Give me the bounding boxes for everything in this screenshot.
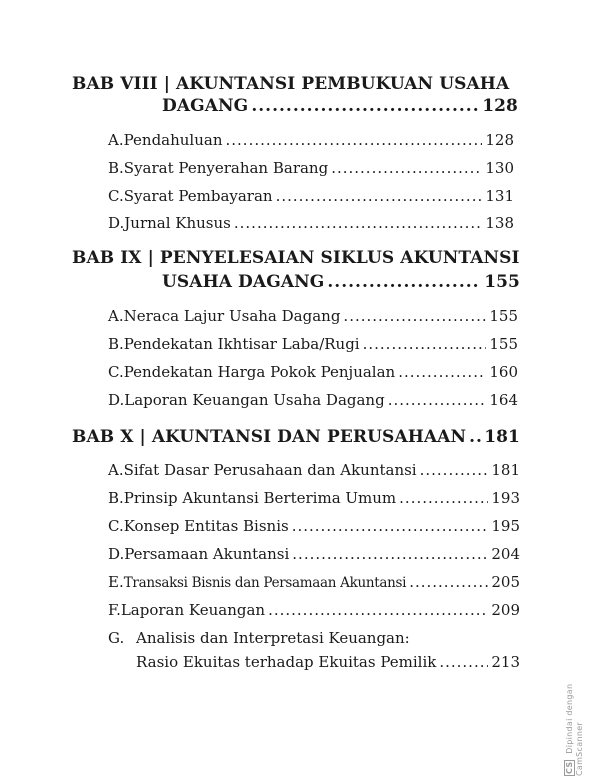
scanner-watermark <box>564 650 584 776</box>
entry-page: 181 <box>491 461 520 479</box>
entry-title: Syarat Penyerahan Barang <box>123 159 329 177</box>
toc-entry <box>108 461 520 479</box>
chapter-9-heading <box>72 248 520 268</box>
toc-entry <box>108 214 514 232</box>
entry-page: 205 <box>491 573 520 591</box>
toc-entry <box>108 391 518 409</box>
dot-leader <box>292 545 488 563</box>
entry-page: 160 <box>489 363 518 381</box>
dot-leader <box>343 307 486 325</box>
entry-title: Laporan Keuangan Usaha Dagang <box>124 391 385 409</box>
toc-entry <box>108 573 520 591</box>
entry-letter: D. <box>108 214 125 232</box>
entry-page: 155 <box>489 335 518 353</box>
toc-entry <box>108 601 520 619</box>
entry-title: Pendekatan Harga Pokok Penjualan <box>123 363 396 381</box>
toc-entry <box>108 159 514 177</box>
entry-title: Sifat Dasar Perusahaan dan Akuntansi <box>123 461 417 479</box>
entry-letter: B. <box>108 335 124 353</box>
dot-leader <box>398 363 486 381</box>
chapter-9-page: 155 <box>484 272 520 292</box>
dot-leader <box>226 131 483 149</box>
chapter-8-title: BAB VIII | AKUNTANSI PEMBUKUAN USAHA <box>72 74 510 94</box>
dot-leader <box>292 517 489 535</box>
toc-entry <box>108 517 520 535</box>
entry-title-cont: Rasio Ekuitas terhadap Ekuitas Pemilik <box>136 653 437 671</box>
entry-page: 213 <box>491 653 520 671</box>
chapter-9-title-cont: USAHA DAGANG <box>162 272 325 292</box>
entry-page: 130 <box>485 159 514 177</box>
entry-letter: B. <box>108 159 124 177</box>
dot-leader <box>268 601 488 619</box>
entry-page: 209 <box>491 601 520 619</box>
dot-leader <box>439 653 488 671</box>
dot-leader <box>251 96 479 116</box>
watermark-text: Dipindai dengan CamScanner <box>565 683 584 776</box>
entry-letter: B. <box>108 489 124 507</box>
entry-letter: C. <box>108 187 124 205</box>
entry-page: 131 <box>485 187 514 205</box>
entry-letter: A. <box>108 307 124 325</box>
dot-leader <box>331 159 482 177</box>
toc-entry <box>108 629 410 647</box>
entry-page: 164 <box>489 391 518 409</box>
entry-page: 195 <box>491 517 520 535</box>
entry-page: 138 <box>485 214 514 232</box>
chapter-8-heading <box>72 74 509 94</box>
entry-title: Jurnal Khusus <box>124 214 231 232</box>
camscanner-logo: CS <box>565 761 574 774</box>
dot-leader <box>469 427 481 447</box>
chapter-9-title: BAB IX | PENYELESAIAN SIKLUS AKUNTANSI <box>72 248 520 268</box>
toc-entry <box>108 545 520 563</box>
entry-letter: D. <box>108 391 125 409</box>
toc-entry <box>108 335 518 353</box>
entry-title: Persamaan Akuntansi <box>124 545 290 563</box>
entry-title: Konsep Entitas Bisnis <box>123 517 289 535</box>
entry-title: Pendekatan Ikhtisar Laba/Rugi <box>123 335 360 353</box>
dot-leader <box>327 272 481 292</box>
entry-title: Syarat Pembayaran <box>123 187 273 205</box>
dot-leader <box>420 461 489 479</box>
entry-title: Neraca Lajur Usaha Dagang <box>123 307 341 325</box>
toc-entry-cont <box>136 653 520 671</box>
entry-page: 128 <box>485 131 514 149</box>
dot-leader <box>276 187 483 205</box>
entry-letter: C. <box>108 517 124 535</box>
entry-title: Transaksi Bisnis dan Persamaan Akuntansi <box>123 575 407 591</box>
toc-entry <box>108 131 514 149</box>
entry-letter: D. <box>108 545 125 563</box>
entry-letter: A. <box>108 131 124 149</box>
dot-leader <box>234 214 482 232</box>
dot-leader <box>388 391 487 409</box>
entry-title: Prinsip Akuntansi Berterima Umum <box>123 489 397 507</box>
entry-letter: E. <box>108 573 124 591</box>
entry-title: Pendahuluan <box>123 131 223 149</box>
chapter-10-heading <box>72 427 520 447</box>
entry-letter: F. <box>108 601 121 619</box>
chapter-8-page: 128 <box>482 96 518 116</box>
dot-leader <box>409 573 488 591</box>
entry-letter: C. <box>108 363 124 381</box>
chapter-10-title: BAB X | AKUNTANSI DAN PERUSAHAAN <box>72 427 467 447</box>
dot-leader <box>363 335 487 353</box>
toc-entry <box>108 489 520 507</box>
entry-page: 193 <box>491 489 520 507</box>
chapter-10-page: 181 <box>484 427 520 447</box>
chapter-8-title-cont: DAGANG <box>162 96 249 116</box>
entry-letter: G. <box>108 629 125 647</box>
dot-leader <box>399 489 488 507</box>
chapter-8-heading-cont <box>162 96 518 116</box>
toc-entry <box>108 187 514 205</box>
entry-title: Laporan Keuangan <box>120 601 266 619</box>
toc-entry <box>108 363 518 381</box>
chapter-9-heading-cont <box>162 272 520 292</box>
toc-entry <box>108 307 518 325</box>
entry-letter: A. <box>108 461 124 479</box>
entry-page: 155 <box>489 307 518 325</box>
entry-page: 204 <box>491 545 520 563</box>
entry-title: Analisis dan Interpretasi Keuangan: <box>136 629 410 647</box>
